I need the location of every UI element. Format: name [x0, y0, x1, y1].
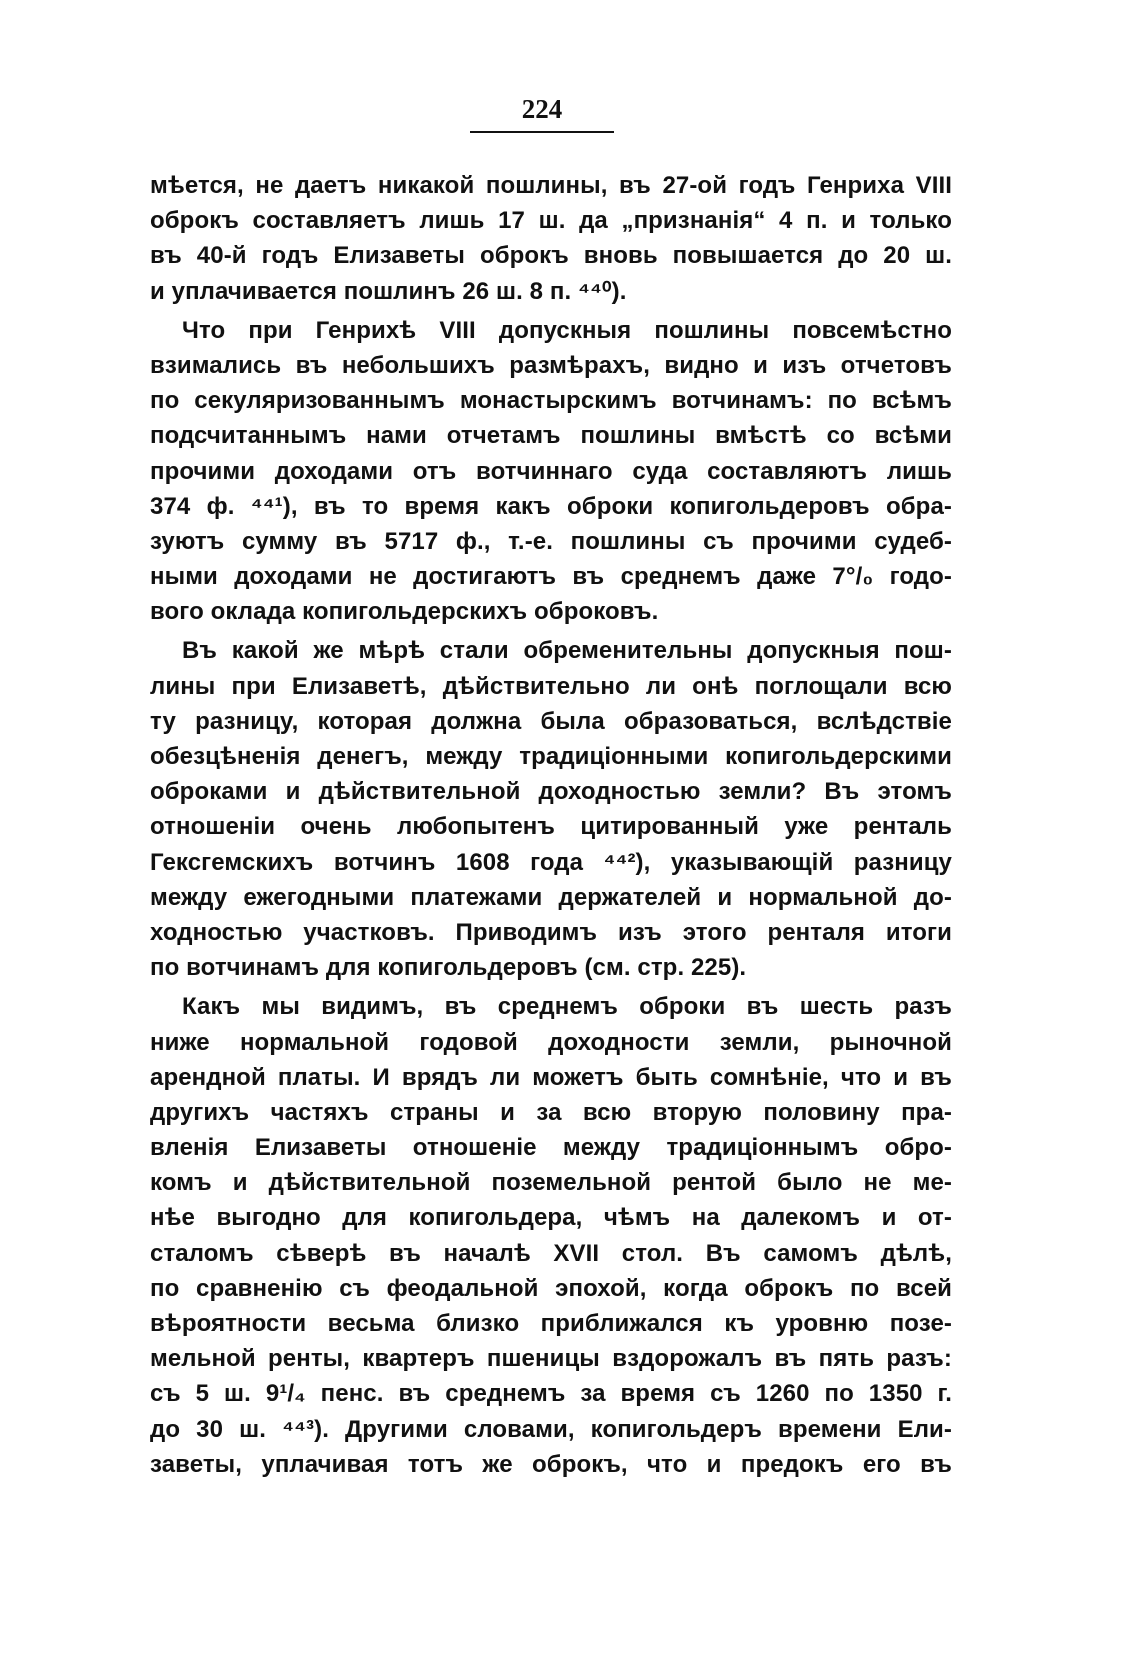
text-line: Гексгемскихъ вотчинъ 1608 года ⁴⁴²), указывающій разницу: [150, 848, 952, 876]
text-line: оброками и дѣйствительной доходностью земли? Въ этомъ: [150, 778, 952, 806]
text-line: заветы, уплачивая тотъ же оброкъ, что и предокъ его въ: [150, 1450, 952, 1478]
text-line: мельной ренты, квартеръ пшеницы вздорожалъ въ пять разъ:: [150, 1345, 952, 1373]
text-line: обезцѣненія денегъ, между традиціонными копигольдерскими: [150, 743, 952, 770]
page-number-rule: [470, 131, 614, 133]
text-line: по сравненію съ феодальной эпохой, когда оброкъ по всей: [150, 1274, 952, 1302]
text-line: арендной платы. И врядъ ли можетъ быть сомнѣніе, что и въ: [150, 1063, 952, 1091]
text-line: ными доходами не достигаютъ въ среднемъ даже 7°/₀ годо-: [150, 563, 952, 591]
text-line: въ 40-й годъ Елизаветы оброкъ вновь повышается до 20 ш.: [150, 242, 952, 270]
text-line: по секуляризованнымъ монастырскимъ вотчинамъ: по всѣмъ: [150, 387, 952, 415]
text-line: Въ какой же мѣрѣ стали обременительны допускныя пош-: [182, 637, 952, 665]
text-line: вленія Елизаветы отношеніе между традиціоннымъ обро-: [150, 1134, 952, 1162]
text-line: вого оклада копигольдерскихъ оброковъ.: [150, 598, 659, 626]
text-line: оброкъ составляетъ лишь 17 ш. да „признанія“ 4 п. и только: [150, 207, 952, 235]
paragraph: [150, 989, 952, 1482]
text-line: лины при Елизаветѣ, дѣйствительно ли онѣ поглощали всю: [150, 672, 952, 700]
text-line: прочими доходами отъ вотчиннаго суда составляютъ лишь: [150, 457, 952, 485]
page-number: 224: [521, 94, 563, 124]
body-text: [150, 168, 952, 1482]
text-line: съ 5 ш. 9¹/₄ пенс. въ среднемъ за время съ 1260 по 1350 г.: [150, 1380, 952, 1408]
text-line: до 30 ш. ⁴⁴³). Другими словами, копигольдеръ времени Ели-: [150, 1415, 952, 1443]
text-line: подсчитаннымъ нами отчетамъ пошлины вмѣстѣ со всѣми: [150, 422, 952, 450]
text-line: Что при Генрихѣ VIII допускныя пошлины повсемѣстно: [182, 316, 952, 344]
text-line: ту разницу, которая должна была образоваться, вслѣдствіе: [150, 707, 952, 735]
text-line: и уплачивается пошлинъ 26 ш. 8 п. ⁴⁴⁰).: [150, 277, 627, 305]
paragraph: [150, 633, 952, 985]
text-line: взимались въ небольшихъ размѣрахъ, видно и изъ отчетовъ: [150, 351, 952, 379]
text-line: отношеніи очень любопытенъ цитированный уже ренталь: [150, 813, 952, 841]
text-line: другихъ частяхъ страны и за всю вторую половину пра-: [150, 1098, 952, 1126]
text-line: сталомъ сѣверѣ въ началѣ XVII стол. Въ самомъ дѣлѣ,: [150, 1239, 952, 1267]
text-line: по вотчинамъ для копигольдеровъ (см. стр. 225).: [150, 954, 747, 982]
text-line: Какъ мы видимъ, въ среднемъ оброки въ шесть разъ: [182, 993, 952, 1021]
text-line: мѣется, не даетъ никакой пошлины, въ 27-ой годъ Генриха VIII: [150, 172, 952, 199]
paragraph: [150, 313, 952, 630]
text-line: нѣе выгодно для копигольдера, чѣмъ на далекомъ и от-: [150, 1204, 952, 1232]
paragraph: [150, 168, 952, 309]
text-line: ходностью участковъ. Приводимъ изъ этого ренталя итоги: [150, 918, 952, 946]
text-line: между ежегодными платежами держателей и нормальной до-: [150, 883, 952, 911]
text-line: ниже нормальной годовой доходности земли, рыночной: [150, 1028, 952, 1056]
text-line: комъ и дѣйствительной поземельной рентой было не ме-: [150, 1169, 952, 1197]
text-line: зуютъ сумму въ 5717 ф., т.-е. пошлины съ прочими судеб-: [150, 527, 952, 555]
text-line: 374 ф. ⁴⁴¹), въ то время какъ оброки копигольдеровъ обра-: [150, 492, 952, 520]
text-line: вѣроятности весьма близко приближался къ уровню позе-: [150, 1310, 952, 1337]
